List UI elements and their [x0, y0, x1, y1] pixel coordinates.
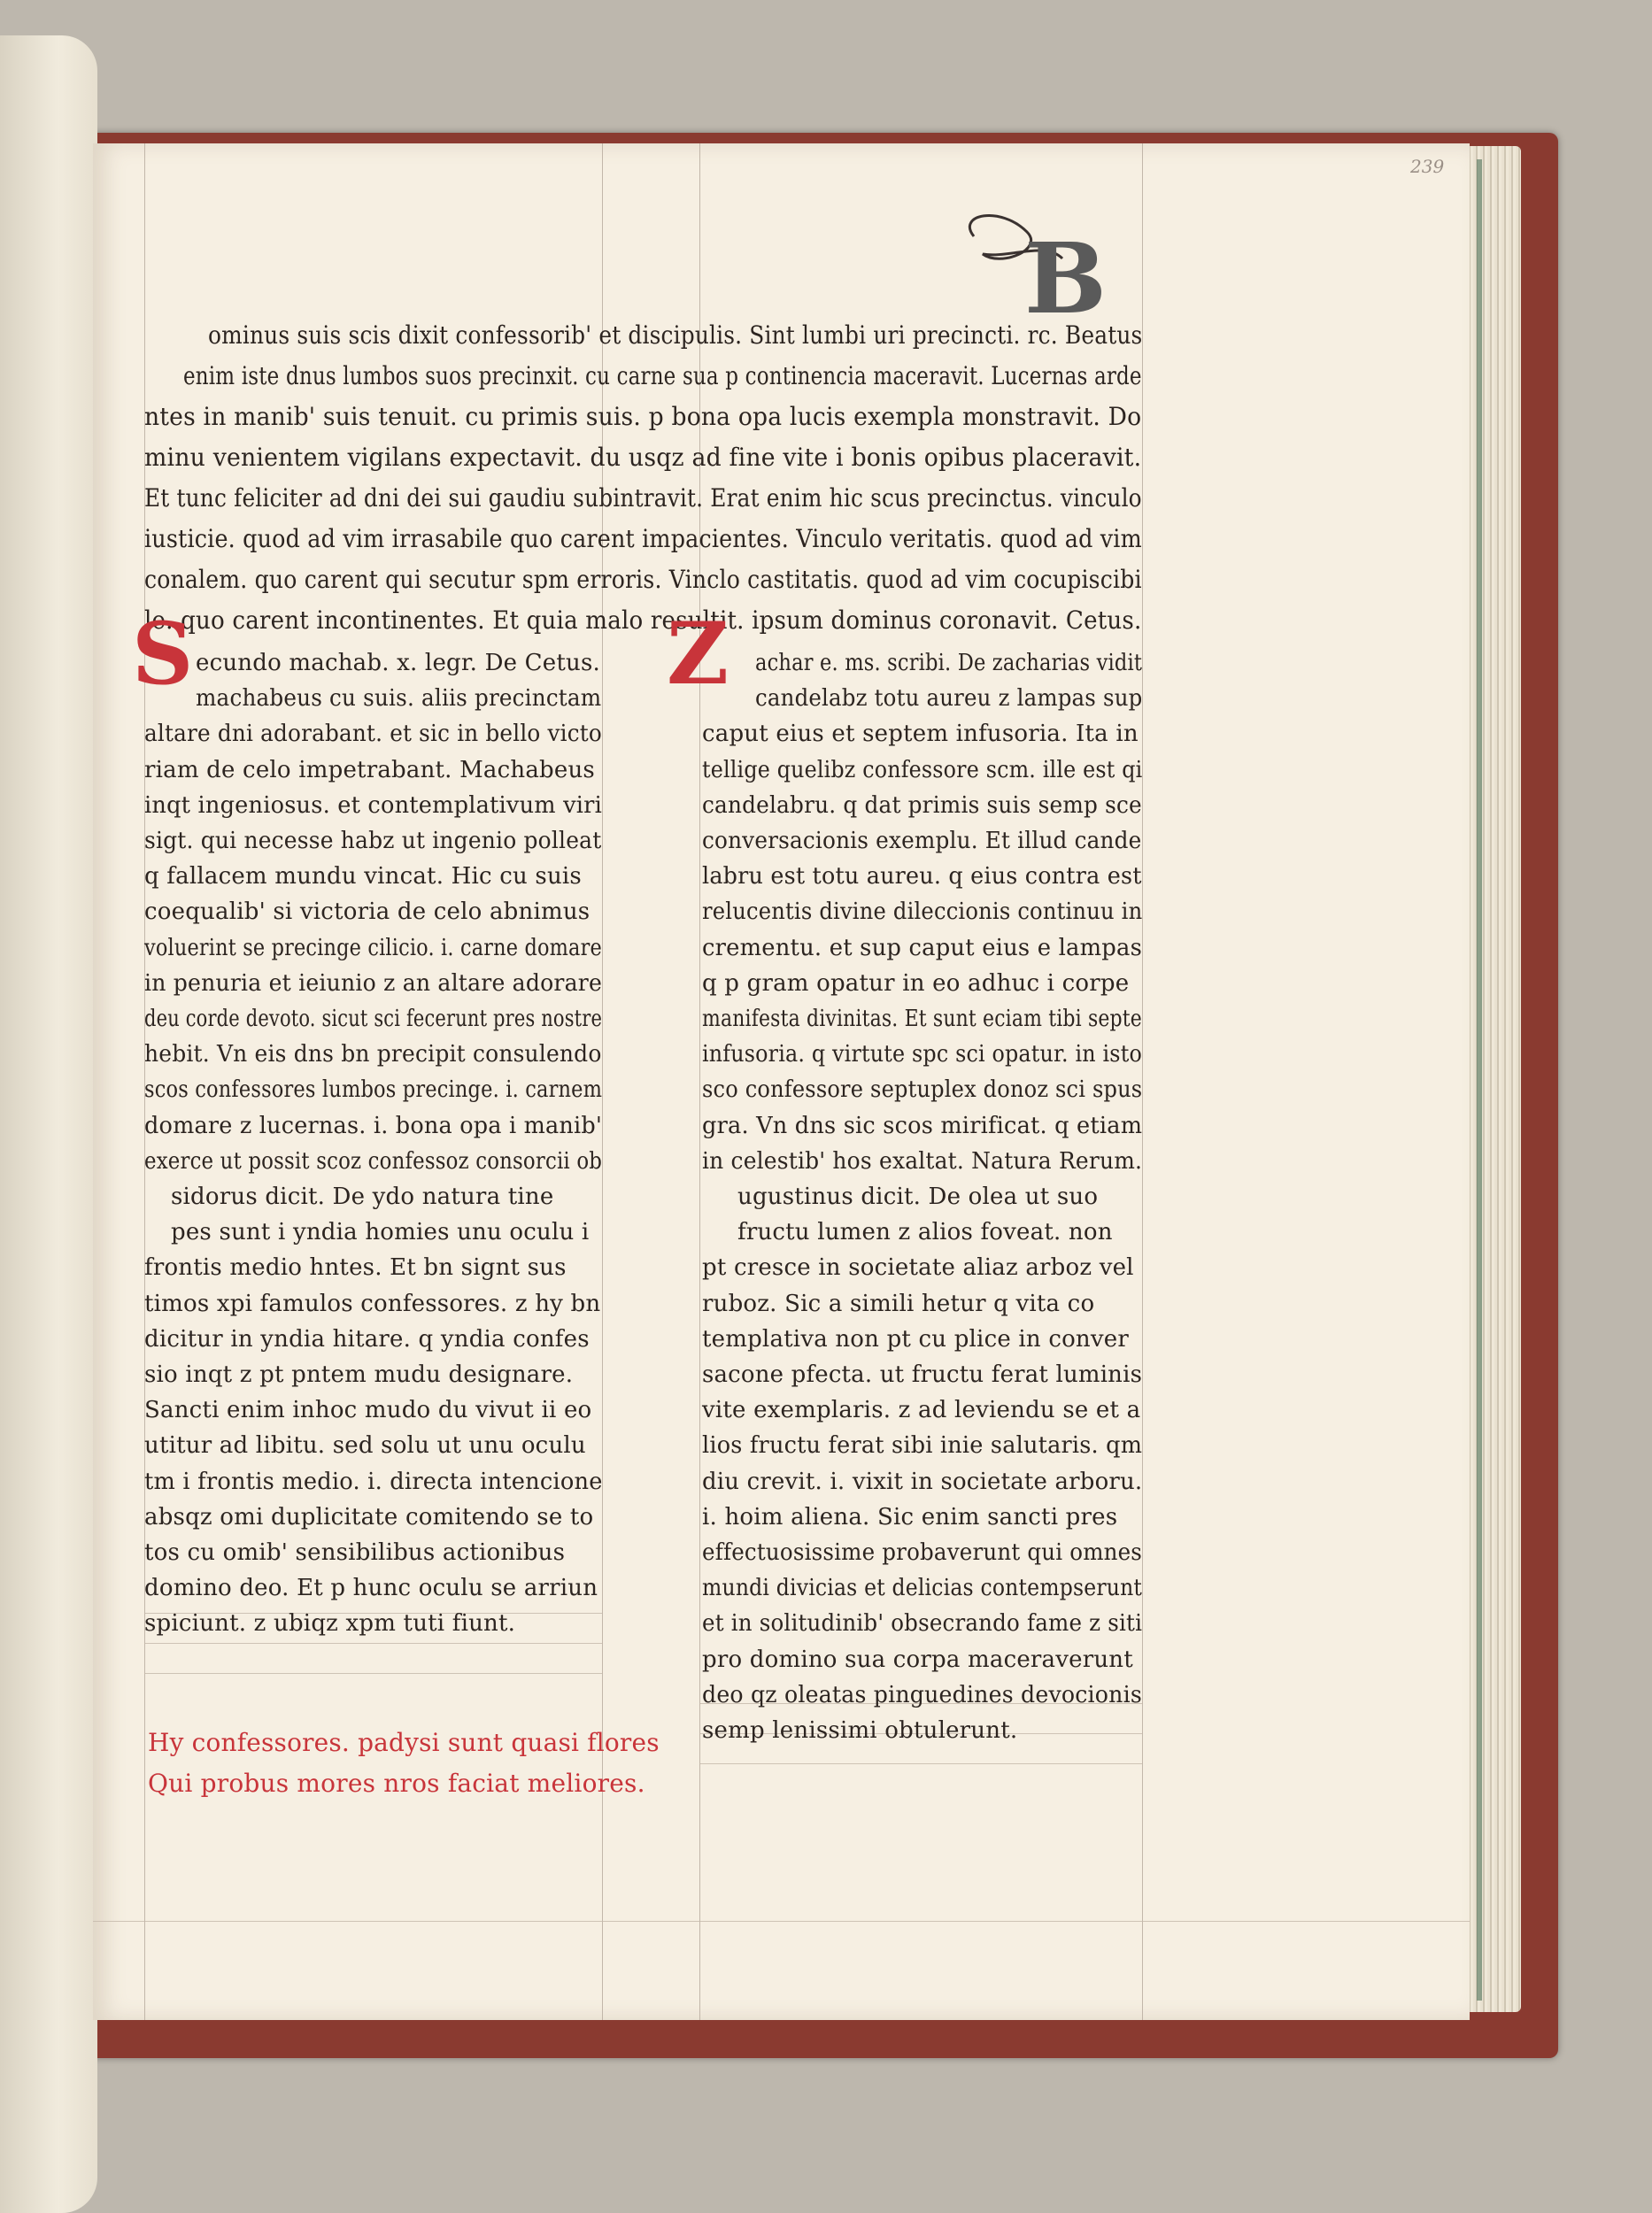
text-line: fructu lumen z alios foveat. non — [737, 1219, 1113, 1246]
facing-page-edge — [0, 35, 97, 2213]
text-line: q fallacem mundu vincat. Hic cu suis — [144, 863, 582, 891]
text-line: minu venientem vigilans expectavit. du usqz ad fine vite i bonis opibus placeravit. — [144, 443, 1142, 472]
text-line: effectuosissime probaverunt qui omnes — [702, 1539, 1143, 1566]
text-line: tos cu omib' sensibilibus actionibus — [144, 1539, 566, 1566]
text-line: voluerint se precinge cilicio. i. carne domare — [144, 934, 602, 961]
text-line: domino deo. Et p hunc oculu se arriun — [144, 1575, 598, 1602]
text-line: et in solitudinib' obsecrando fame z siti — [702, 1610, 1143, 1638]
text-line: lios fructu ferat sibi inie salutaris. qm — [702, 1432, 1143, 1460]
ruling-line — [699, 1763, 1142, 1764]
text-line: templativa non pt cu plice in conver — [702, 1325, 1129, 1353]
text-line: conversacionis exemplu. Et illud cande — [702, 828, 1142, 854]
text-line: conalem. quo carent qui secutur spm erroris. Vinclo castitatis. quod ad vim cocupiscibi — [144, 565, 1142, 594]
text-line: sacone pfecta. ut fructu ferat luminis — [702, 1361, 1143, 1388]
text-line: coequalib' si victoria de celo abnimus — [144, 898, 591, 926]
text-line: altare dni adorabant. et sic in bello victo — [144, 721, 602, 748]
text-line: inqt ingeniosus. et contemplativum viri — [144, 791, 602, 819]
text-line: semp lenissimi obtulerunt. — [702, 1717, 1018, 1744]
text-line: tm i frontis medio. i. directa intencione — [144, 1468, 603, 1495]
text-line: timos xpi famulos confessores. z hy bn — [144, 1290, 601, 1317]
text-line: tellige quelibz confessore scm. ille est qi — [702, 756, 1143, 783]
text-line: sidorus dicit. De ydo natura tine — [171, 1184, 554, 1210]
text-line: mundi divicias et delicias contempserunt — [702, 1575, 1143, 1602]
text-line: exerce ut possit scoz confessoz consorcii ob — [144, 1147, 603, 1175]
text-line: labru est totu aureu. q eius contra est — [702, 863, 1142, 891]
text-line: pro domino sua corpa maceraverunt — [702, 1646, 1133, 1673]
text-line: spiciunt. z ubiqz xpm tuti fiunt. — [144, 1610, 516, 1638]
text-line: deu corde devoto. sicut sci fecerunt pres nostre — [144, 1006, 603, 1032]
text-line: Et tunc feliciter ad dni dei sui gaudiu subintravit. Erat enim hic scus precinctus. vinculo — [144, 483, 1142, 513]
ruling-line — [144, 1643, 602, 1644]
text-line: caput eius et septem infusoria. Ita in — [702, 721, 1139, 748]
text-line: ruboz. Sic a simili hetur q vita co — [702, 1290, 1095, 1317]
text-line: achar e. ms. scribi. De zacharias vidit — [755, 650, 1143, 676]
text-line: ominus suis scis dixit confessorib' et discipulis. Sint lumbi uri precincti. rc. Beatus — [208, 320, 1143, 350]
text-line: q p gram opatur in eo adhuc i corpe — [702, 969, 1130, 997]
text-line: infusoria. q virtute spc sci opatur. in isto — [702, 1041, 1142, 1068]
text-line: manifesta divinitas. Et sunt eciam tibi septe — [702, 1006, 1142, 1032]
text-line: candelabz totu aureu z lampas sup — [755, 685, 1143, 713]
initial-z: Z — [667, 604, 730, 704]
text-line: enim iste dnus lumbos suos precinxit. cu carne sua p continencia maceravit. Lucernas arde — [183, 361, 1142, 390]
initial-s: S — [132, 604, 194, 704]
text-line: riam de celo impetrabant. Machabeus — [144, 756, 595, 783]
text-line: sco confessore septuplex donoz sci spus — [702, 1076, 1143, 1104]
text-line: ecundo machab. x. legr. De Cetus. — [196, 650, 600, 676]
ruling-line — [144, 1673, 602, 1674]
text-line: le. quo carent incontinentes. Et quia malo resultit. ipsum dominus coronavit. Cetus. — [144, 605, 1142, 635]
text-line: hebit. Vn eis dns bn precipit consulendo — [144, 1041, 602, 1068]
text-line: Sancti enim inhoc mudo du vivut ii eo — [144, 1397, 592, 1424]
text-line: pes sunt i yndia homies unu oculu i — [171, 1219, 590, 1246]
ruling-line — [93, 1921, 1470, 1922]
text-line: utitur ad libitu. sed solu ut unu oculu — [144, 1432, 586, 1460]
text-line: in penuria et ieiunio z an altare adorare — [144, 969, 603, 997]
text-line: ntes in manib' suis tenuit. cu primis suis. p bona opa lucis exempla monstravit. Do — [144, 402, 1142, 431]
verse-line: Hy confessores. padysi sunt quasi flores — [148, 1728, 660, 1757]
text-line: diu crevit. i. vixit in societate arboru. — [702, 1468, 1143, 1495]
page-edges-stain — [1477, 159, 1482, 2001]
initial-b: B — [1024, 221, 1107, 335]
text-line: frontis medio hntes. Et bn signt sus — [144, 1254, 567, 1282]
text-line: scos confessores lumbos precinge. i. carnem — [144, 1076, 603, 1104]
text-line: absqz omi duplicitate comitendo se to — [144, 1503, 594, 1531]
text-line: dicitur in yndia hitare. q yndia confes — [144, 1325, 590, 1353]
text-line: crementu. et sup caput eius e lampas — [702, 934, 1143, 961]
text-line: gra. Vn dns sic scos mirificat. q etiam — [702, 1112, 1143, 1139]
verse-line: Qui probus mores nros faciat meliores. — [148, 1769, 645, 1798]
text-line: in celestib' hos exaltat. Natura Rerum. — [702, 1147, 1143, 1175]
text-line: ugustinus dicit. De olea ut suo — [737, 1184, 1099, 1210]
text-line: domare z lucernas. i. bona opa i manib' — [144, 1112, 603, 1139]
text-line: pt cresce in societate aliaz arboz vel — [702, 1254, 1134, 1282]
text-line: sigt. qui necesse habz ut ingenio polleat — [144, 828, 602, 854]
text-line: relucentis divine dileccionis continuu in — [702, 898, 1143, 926]
text-line: candelabru. q dat primis suis semp sce — [702, 791, 1142, 819]
text-line: sio inqt z pt pntem mudu designare. — [144, 1361, 574, 1388]
manuscript-page — [93, 143, 1470, 2020]
folio-number: 239 — [1410, 156, 1445, 177]
text-line: iusticie. quod ad vim irrasabile quo carent impacientes. Vinculo veritatis. quod ad vim — [144, 524, 1142, 553]
text-line: deo qz oleatas pinguedines devocionis — [702, 1681, 1142, 1708]
text-line: machabeus cu suis. aliis precinctam — [196, 685, 602, 713]
text-line: vite exemplaris. z ad leviendu se et a — [702, 1397, 1141, 1424]
text-line: i. hoim aliena. Sic enim sancti pres — [702, 1503, 1118, 1531]
